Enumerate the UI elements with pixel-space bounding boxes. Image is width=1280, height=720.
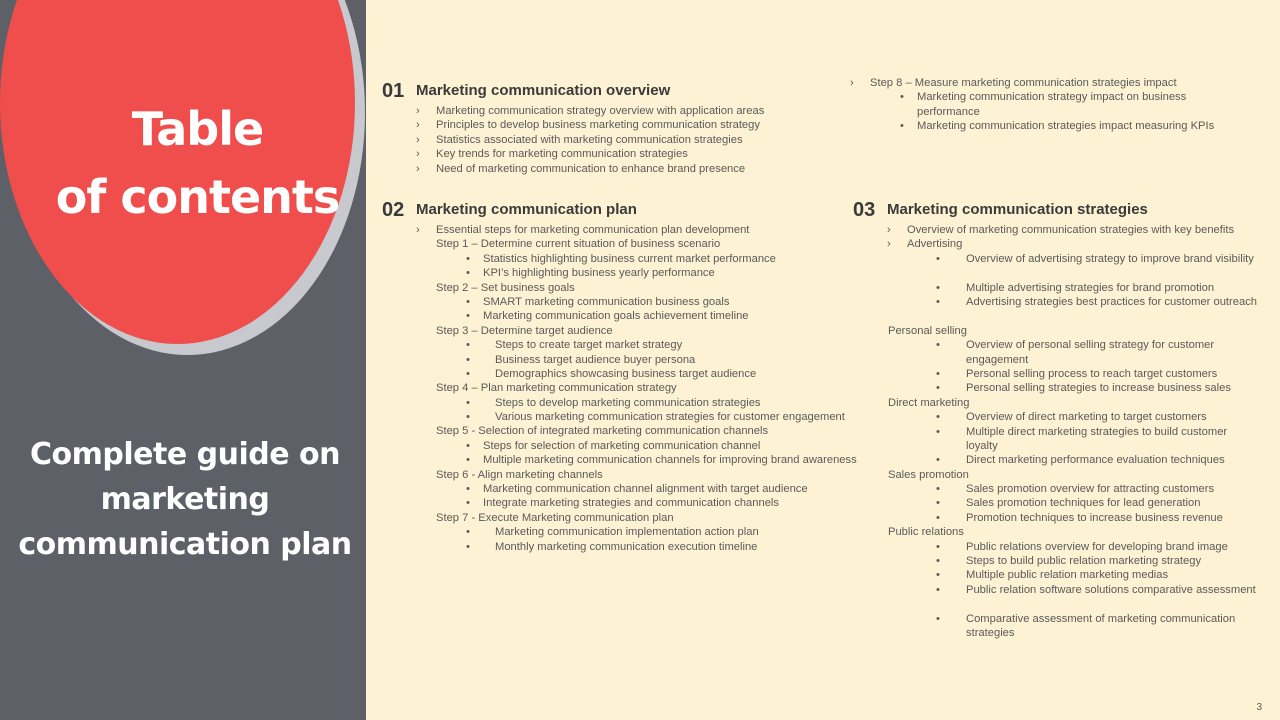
list-item: • Multiple direct marketing strategies to build customer loyalty bbox=[936, 425, 1228, 452]
list-item: › Key trends for marketing communication strategies bbox=[416, 148, 688, 161]
bullet-icon: • bbox=[936, 540, 940, 553]
bullet-icon: • bbox=[466, 483, 470, 496]
section-title: Marketing communication strategies bbox=[887, 201, 1148, 218]
section-title: Marketing communication overview bbox=[416, 82, 671, 99]
list-item: Public relations bbox=[888, 526, 964, 539]
bullet-icon: • bbox=[466, 454, 470, 467]
bullet-icon: • bbox=[936, 339, 940, 352]
list-item: • Multiple advertising strategies for brand promotion bbox=[936, 281, 1215, 294]
list-item: • Sales promotion overview for attracting customers bbox=[936, 483, 1215, 496]
bullet-icon: • bbox=[936, 382, 940, 395]
list-item: • Overview of personal selling strategy for customer engagement bbox=[936, 339, 1215, 366]
list-item: • Steps for selection of marketing communication channel bbox=[466, 439, 761, 452]
bullet-icon: • bbox=[936, 569, 940, 582]
list-item: • SMART marketing communication business goals bbox=[466, 295, 730, 308]
chevron-icon: › bbox=[850, 77, 854, 89]
list-item: • Steps to develop marketing communication strategies bbox=[466, 396, 761, 409]
bullet-icon: • bbox=[936, 367, 940, 380]
bullet-icon: • bbox=[936, 454, 940, 467]
list-item: • Marketing communication channel alignment with target audience bbox=[466, 483, 808, 496]
list-item: Direct marketing bbox=[888, 396, 970, 409]
bullet-icon: • bbox=[466, 252, 470, 265]
list-item: • Monthly marketing communication execution timeline bbox=[466, 540, 758, 553]
chevron-icon: › bbox=[416, 148, 420, 161]
list-item: › Statistics associated with marketing communication strategies bbox=[416, 133, 743, 146]
subtitle-line-2: marketing bbox=[100, 482, 270, 517]
chevron-icon: › bbox=[416, 105, 420, 117]
sidebar-panel bbox=[0, 0, 366, 720]
bullet-icon: • bbox=[466, 367, 470, 380]
chevron-icon: › bbox=[887, 224, 891, 236]
list-item: • Marketing communication strategy impact on business performance bbox=[900, 91, 1187, 118]
section-02-continued bbox=[850, 76, 1230, 148]
list-item: Step 4 – Plan marketing communication strategy bbox=[436, 382, 677, 395]
list-item: Step 2 – Set business goals bbox=[436, 281, 575, 294]
bullet-icon: • bbox=[936, 295, 940, 308]
bullet-icon: • bbox=[936, 252, 940, 265]
bullet-icon: • bbox=[936, 411, 940, 424]
list-item: Step 7 - Execute Marketing communication plan bbox=[436, 511, 674, 524]
section-02 bbox=[382, 197, 892, 554]
list-item: › Marketing communication strategy overview with application areas bbox=[416, 105, 765, 117]
list-item: • Overview of direct marketing to target customers bbox=[936, 411, 1207, 424]
list-item: • Multiple public relation marketing medias bbox=[936, 569, 1169, 582]
chevron-icon: › bbox=[416, 119, 420, 132]
list-item: Step 5 - Selection of integrated marketing communication channels bbox=[436, 425, 769, 438]
bullet-icon: • bbox=[466, 497, 470, 510]
title-line-1: Table bbox=[131, 102, 264, 156]
list-item: • Multiple marketing communication channels for improving brand awareness bbox=[466, 454, 857, 467]
bullet-icon: • bbox=[466, 339, 470, 352]
section-03 bbox=[853, 197, 1263, 640]
bullet-icon: • bbox=[466, 310, 470, 323]
bullet-icon: • bbox=[936, 497, 940, 510]
list-item: › Need of marketing communication to enhance brand presence bbox=[416, 162, 746, 175]
section-number: 02 bbox=[382, 199, 405, 221]
list-item: › Step 8 – Measure marketing communication strategies impact bbox=[850, 77, 1177, 89]
list-item: • Sales promotion techniques for lead generation bbox=[936, 497, 1201, 510]
list-item: • Business target audience buyer persona bbox=[466, 353, 696, 366]
list-item: • Public relations overview for developing brand image bbox=[936, 540, 1228, 553]
bullet-icon: • bbox=[936, 425, 940, 438]
bullet-icon: • bbox=[466, 526, 470, 539]
bullet-icon: • bbox=[466, 411, 470, 424]
list-item: • Marketing communication implementation action plan bbox=[466, 526, 759, 539]
list-item: Step 3 – Determine target audience bbox=[436, 324, 613, 337]
list-item: Step 1 – Determine current situation of business scenario bbox=[436, 238, 721, 251]
bullet-icon: • bbox=[936, 281, 940, 294]
list-item: • Personal selling strategies to increase business sales bbox=[936, 382, 1231, 395]
bullet-icon: • bbox=[936, 583, 940, 596]
list-item: • Direct marketing performance evaluation techniques bbox=[936, 454, 1225, 467]
list-item: › Overview of marketing communication strategies with key benefits bbox=[887, 224, 1235, 236]
list-item: › Advertising bbox=[887, 238, 963, 251]
list-item: • Advertising strategies best practices for customer outreach bbox=[936, 295, 1258, 308]
list-item: • Marketing communication strategies impact measuring KPIs bbox=[900, 120, 1215, 133]
list-item: • Statistics highlighting business current market performance bbox=[466, 252, 776, 265]
bullet-icon: • bbox=[466, 353, 470, 366]
list-item: › Principles to develop business marketing communication strategy bbox=[416, 119, 760, 132]
list-item: • Marketing communication goals achievement timeline bbox=[466, 310, 749, 323]
subtitle-line-1: Complete guide on bbox=[30, 437, 340, 472]
chevron-icon: › bbox=[416, 133, 420, 146]
list-item: Step 6 - Align marketing channels bbox=[436, 468, 603, 481]
list-item: • Steps to create target market strategy bbox=[466, 339, 683, 352]
section-01 bbox=[382, 78, 842, 176]
title-line-2: of contents bbox=[55, 170, 340, 224]
bullet-icon: • bbox=[936, 511, 940, 524]
bullet-icon: • bbox=[936, 555, 940, 568]
list-item: • Personal selling process to reach target customers bbox=[936, 367, 1218, 380]
page-title bbox=[0, 95, 366, 231]
chevron-icon: › bbox=[416, 224, 420, 236]
section-number: 01 bbox=[382, 80, 405, 102]
list-item: • Demographics showcasing business target audience bbox=[466, 367, 757, 380]
section-title: Marketing communication plan bbox=[416, 201, 637, 218]
chevron-icon: › bbox=[887, 238, 891, 251]
bullet-icon: • bbox=[466, 267, 470, 280]
list-item: Sales promotion bbox=[888, 468, 969, 481]
list-item: • Overview of advertising strategy to improve brand visibility bbox=[936, 252, 1254, 265]
bullet-icon: • bbox=[936, 612, 940, 625]
list-item: • Public relation software solutions comparative assessment bbox=[936, 583, 1256, 596]
bullet-icon: • bbox=[936, 483, 940, 496]
list-item: • Various marketing communication strategies for customer engagement bbox=[466, 411, 845, 424]
list-item: • Integrate marketing strategies and communication channels bbox=[466, 497, 780, 510]
bullet-icon: • bbox=[466, 295, 470, 308]
bullet-icon: • bbox=[466, 540, 470, 553]
list-item: Personal selling bbox=[888, 324, 967, 337]
chevron-icon: › bbox=[416, 162, 420, 175]
section-number: 03 bbox=[853, 199, 876, 221]
list-item: • Promotion techniques to increase business revenue bbox=[936, 511, 1223, 524]
bullet-icon: • bbox=[466, 396, 470, 409]
bullet-icon: • bbox=[900, 120, 904, 133]
list-item: • KPI’s highlighting business yearly performance bbox=[466, 267, 715, 280]
list-item: • Comparative assessment of marketing communication strategies bbox=[936, 612, 1236, 640]
list-item: • Steps to build public relation marketing strategy bbox=[936, 555, 1202, 568]
bullet-icon: • bbox=[466, 439, 470, 452]
list-item: › Essential steps for marketing communication plan development bbox=[416, 224, 750, 236]
subtitle-line-3: communication plan bbox=[18, 527, 352, 562]
deck-subtitle bbox=[0, 432, 366, 567]
bullet-icon: • bbox=[900, 91, 904, 104]
page-number: 3 bbox=[1256, 702, 1262, 713]
